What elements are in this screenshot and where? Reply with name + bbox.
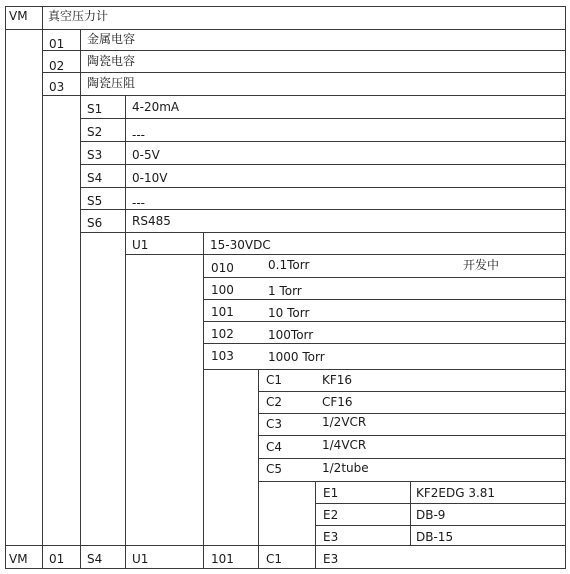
example-electrical: E3 bbox=[323, 552, 339, 566]
example-vm: VM bbox=[9, 552, 28, 566]
grid-line-horizontal bbox=[80, 118, 566, 119]
grid-line-horizontal bbox=[5, 6, 566, 7]
signal-label-s4: 0-10V bbox=[132, 171, 168, 185]
grid-line-horizontal bbox=[258, 413, 566, 414]
connector-code-c5: C5 bbox=[266, 462, 283, 476]
range-code-100: 100 bbox=[211, 283, 234, 297]
connector-label-c1: KF16 bbox=[322, 373, 353, 387]
grid-line-horizontal bbox=[5, 29, 566, 30]
grid-line-vertical bbox=[410, 481, 411, 546]
grid-line-vertical bbox=[565, 6, 566, 569]
connector-code-c3: C3 bbox=[266, 417, 283, 431]
signal-label-s6: RS485 bbox=[132, 214, 171, 228]
range-label-010: 0.1Torr bbox=[268, 258, 310, 272]
sensor-type-label-03: 陶瓷压阻 bbox=[87, 76, 136, 90]
grid-line-vertical bbox=[258, 369, 259, 569]
grid-line-horizontal bbox=[203, 277, 566, 278]
header-title: 真空压力计 bbox=[48, 9, 109, 23]
grid-line-horizontal bbox=[42, 50, 566, 51]
electrical-code-e3: E3 bbox=[323, 530, 339, 544]
range-label-103: 1000 Torr bbox=[268, 350, 325, 364]
range-code-103: 103 bbox=[211, 349, 234, 363]
connector-label-c5: 1/2tube bbox=[322, 461, 369, 475]
sensor-type-code-02: 02 bbox=[49, 59, 65, 73]
grid-line-horizontal bbox=[5, 545, 566, 546]
range-note-010: 开发中 bbox=[463, 258, 500, 272]
connector-label-c4: 1/4VCR bbox=[322, 438, 367, 452]
signal-code-s3: S3 bbox=[87, 148, 103, 162]
signal-label-s1: 4-20mA bbox=[132, 100, 180, 114]
grid-line-horizontal bbox=[80, 164, 566, 165]
electrical-code-e1: E1 bbox=[323, 486, 339, 500]
supply-code: U1 bbox=[132, 238, 149, 252]
grid-line-horizontal bbox=[315, 503, 566, 504]
connector-label-c3: 1/2VCR bbox=[322, 415, 367, 429]
grid-line-horizontal bbox=[258, 458, 566, 459]
grid-line-vertical bbox=[42, 6, 43, 569]
electrical-code-e2: E2 bbox=[323, 508, 339, 522]
grid-line-vertical bbox=[80, 29, 81, 569]
range-code-101: 101 bbox=[211, 305, 234, 319]
electrical-label-e3: DB-15 bbox=[416, 530, 454, 544]
grid-line-vertical bbox=[125, 95, 126, 569]
signal-label-s2: --- bbox=[132, 128, 145, 142]
grid-line-vertical bbox=[5, 6, 6, 569]
example-signal: S4 bbox=[87, 552, 103, 566]
grid-line-horizontal bbox=[125, 254, 566, 255]
sensor-type-code-01: 01 bbox=[49, 37, 65, 51]
grid-line-vertical bbox=[203, 232, 204, 569]
grid-line-horizontal bbox=[203, 343, 566, 344]
example-connector: C1 bbox=[266, 552, 283, 566]
signal-code-s5: S5 bbox=[87, 194, 103, 208]
connector-code-c4: C4 bbox=[266, 440, 283, 454]
grid-line-horizontal bbox=[315, 525, 566, 526]
range-code-102: 102 bbox=[211, 327, 234, 341]
example-sensor: 01 bbox=[49, 552, 65, 566]
range-label-101: 10 Torr bbox=[268, 306, 310, 320]
grid-line-horizontal bbox=[42, 72, 566, 73]
connector-code-c1: C1 bbox=[266, 373, 283, 387]
range-code-010: 010 bbox=[211, 261, 234, 275]
signal-label-s5: --- bbox=[132, 196, 145, 210]
grid-line-horizontal bbox=[80, 209, 566, 210]
signal-code-s4: S4 bbox=[87, 171, 103, 185]
example-supply: U1 bbox=[132, 552, 149, 566]
electrical-label-e2: DB-9 bbox=[416, 508, 446, 522]
grid-line-horizontal bbox=[80, 187, 566, 188]
grid-line-horizontal bbox=[258, 481, 566, 482]
signal-code-s2: S2 bbox=[87, 125, 103, 139]
grid-line-horizontal bbox=[42, 95, 566, 96]
signal-label-s3: 0-5V bbox=[132, 148, 160, 162]
grid-line-horizontal bbox=[203, 299, 566, 300]
electrical-label-e1: KF2EDG 3.81 bbox=[416, 486, 496, 500]
grid-line-horizontal bbox=[203, 321, 566, 322]
example-range: 101 bbox=[211, 552, 234, 566]
supply-label: 15-30VDC bbox=[210, 238, 271, 252]
header-code: VM bbox=[9, 9, 28, 23]
range-label-102: 100Torr bbox=[268, 328, 314, 342]
grid-line-horizontal bbox=[258, 435, 566, 436]
range-label-100: 1 Torr bbox=[268, 284, 302, 298]
sensor-type-code-03: 03 bbox=[49, 80, 65, 94]
signal-code-s1: S1 bbox=[87, 102, 103, 116]
grid-line-horizontal bbox=[5, 568, 566, 569]
grid-line-horizontal bbox=[80, 232, 566, 233]
signal-code-s6: S6 bbox=[87, 216, 103, 230]
sensor-type-label-01: 金属电容 bbox=[87, 32, 136, 46]
grid-line-horizontal bbox=[258, 391, 566, 392]
connector-label-c2: CF16 bbox=[322, 395, 353, 409]
sensor-type-label-02: 陶瓷电容 bbox=[87, 54, 136, 68]
connector-code-c2: C2 bbox=[266, 395, 283, 409]
grid-line-horizontal bbox=[203, 369, 566, 370]
grid-line-horizontal bbox=[80, 141, 566, 142]
